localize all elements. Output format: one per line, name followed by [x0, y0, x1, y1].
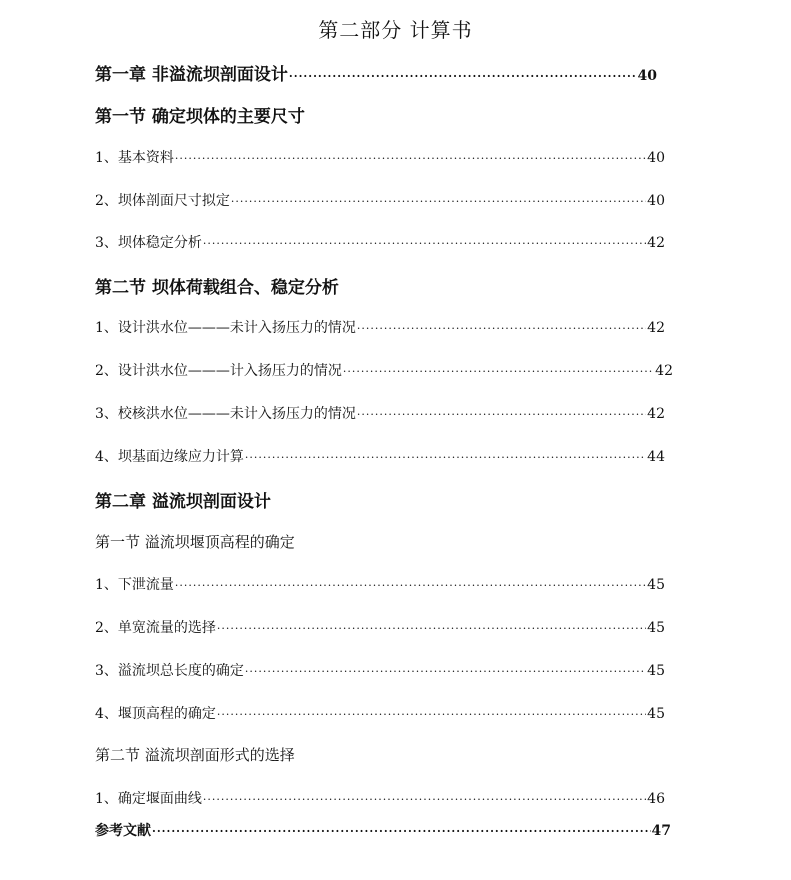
- toc-page-number: 44: [647, 449, 665, 465]
- toc-page-number: 45: [647, 706, 665, 722]
- toc-entry[interactable]: [95, 574, 665, 594]
- page-title: 第二部分 计算书: [318, 18, 473, 42]
- toc-label: 2、设计洪水位———计入扬压力的情况: [95, 363, 342, 379]
- dot-leader: [217, 622, 646, 635]
- toc-entry[interactable]: [95, 660, 665, 680]
- toc-section-1-1[interactable]: 第一节 确定坝体的主要尺寸: [95, 107, 305, 127]
- toc-label: 3、坝体稳定分析: [95, 235, 202, 251]
- toc-page-number: 42: [655, 363, 673, 379]
- toc-page-number: 42: [647, 406, 665, 422]
- toc-entry[interactable]: [95, 788, 665, 808]
- toc-section-2-2[interactable]: 第二节 溢流坝剖面形式的选择: [95, 746, 295, 764]
- dot-leader: [203, 237, 646, 250]
- dot-leader: [203, 793, 646, 806]
- toc-label: 1、确定堰面曲线: [95, 791, 202, 807]
- toc-page-number: 42: [647, 320, 665, 336]
- toc-page-number: 45: [647, 577, 665, 593]
- toc-page-number: 45: [647, 663, 665, 679]
- toc-label: 2、单宽流量的选择: [95, 620, 216, 636]
- dot-leader: [245, 665, 646, 678]
- toc-page-number: 46: [647, 791, 665, 807]
- dot-leader: [357, 322, 646, 335]
- dot-leader: [343, 365, 654, 378]
- toc-entry[interactable]: [95, 317, 665, 337]
- toc-entry[interactable]: [95, 190, 665, 210]
- toc-page-number: 42: [647, 235, 665, 251]
- dot-leader: [289, 70, 637, 83]
- toc-label: 1、下泄流量: [95, 577, 174, 593]
- toc-label: 4、坝基面边缘应力计算: [95, 449, 244, 465]
- toc-label: 参考文献: [95, 823, 151, 839]
- toc-label: 3、校核洪水位———未计入扬压力的情况: [95, 406, 356, 422]
- toc-entry[interactable]: [95, 446, 665, 466]
- toc-entry[interactable]: [95, 360, 673, 380]
- toc-entry[interactable]: [95, 403, 665, 423]
- toc-label: 4、堰顶高程的确定: [95, 706, 216, 722]
- toc-label: 2、坝体剖面尺寸拟定: [95, 193, 230, 209]
- dot-leader: [217, 708, 646, 721]
- toc-chapter-2[interactable]: 第二章 溢流坝剖面设计: [95, 492, 271, 512]
- dot-leader: [152, 825, 651, 838]
- toc-entry[interactable]: [95, 232, 665, 252]
- toc-label: 1、设计洪水位———未计入扬压力的情况: [95, 320, 356, 336]
- toc-entry[interactable]: [95, 147, 665, 167]
- toc-chapter-1[interactable]: [95, 60, 657, 85]
- toc-entry[interactable]: [95, 703, 665, 723]
- toc-page-number: 40: [647, 193, 665, 209]
- toc-entry[interactable]: [95, 617, 665, 637]
- toc-section-2-1[interactable]: 第一节 溢流坝堰顶高程的确定: [95, 533, 295, 551]
- toc-section-1-2[interactable]: 第二节 坝体荷载组合、稳定分析: [95, 278, 339, 298]
- dot-leader: [231, 195, 646, 208]
- toc-label: 1、基本资料: [95, 150, 174, 166]
- toc-label: 第一章 非溢流坝剖面设计: [95, 65, 288, 85]
- toc-page-number: 45: [647, 620, 665, 636]
- toc-label: 3、溢流坝总长度的确定: [95, 663, 244, 679]
- toc-references[interactable]: [95, 820, 671, 840]
- dot-leader: [175, 579, 646, 592]
- dot-leader: [357, 408, 646, 421]
- dot-leader: [175, 152, 646, 165]
- toc-page-number: 40: [637, 68, 657, 84]
- dot-leader: [245, 451, 646, 464]
- toc-page-number: 40: [647, 150, 665, 166]
- toc-page-number: 47: [651, 823, 671, 839]
